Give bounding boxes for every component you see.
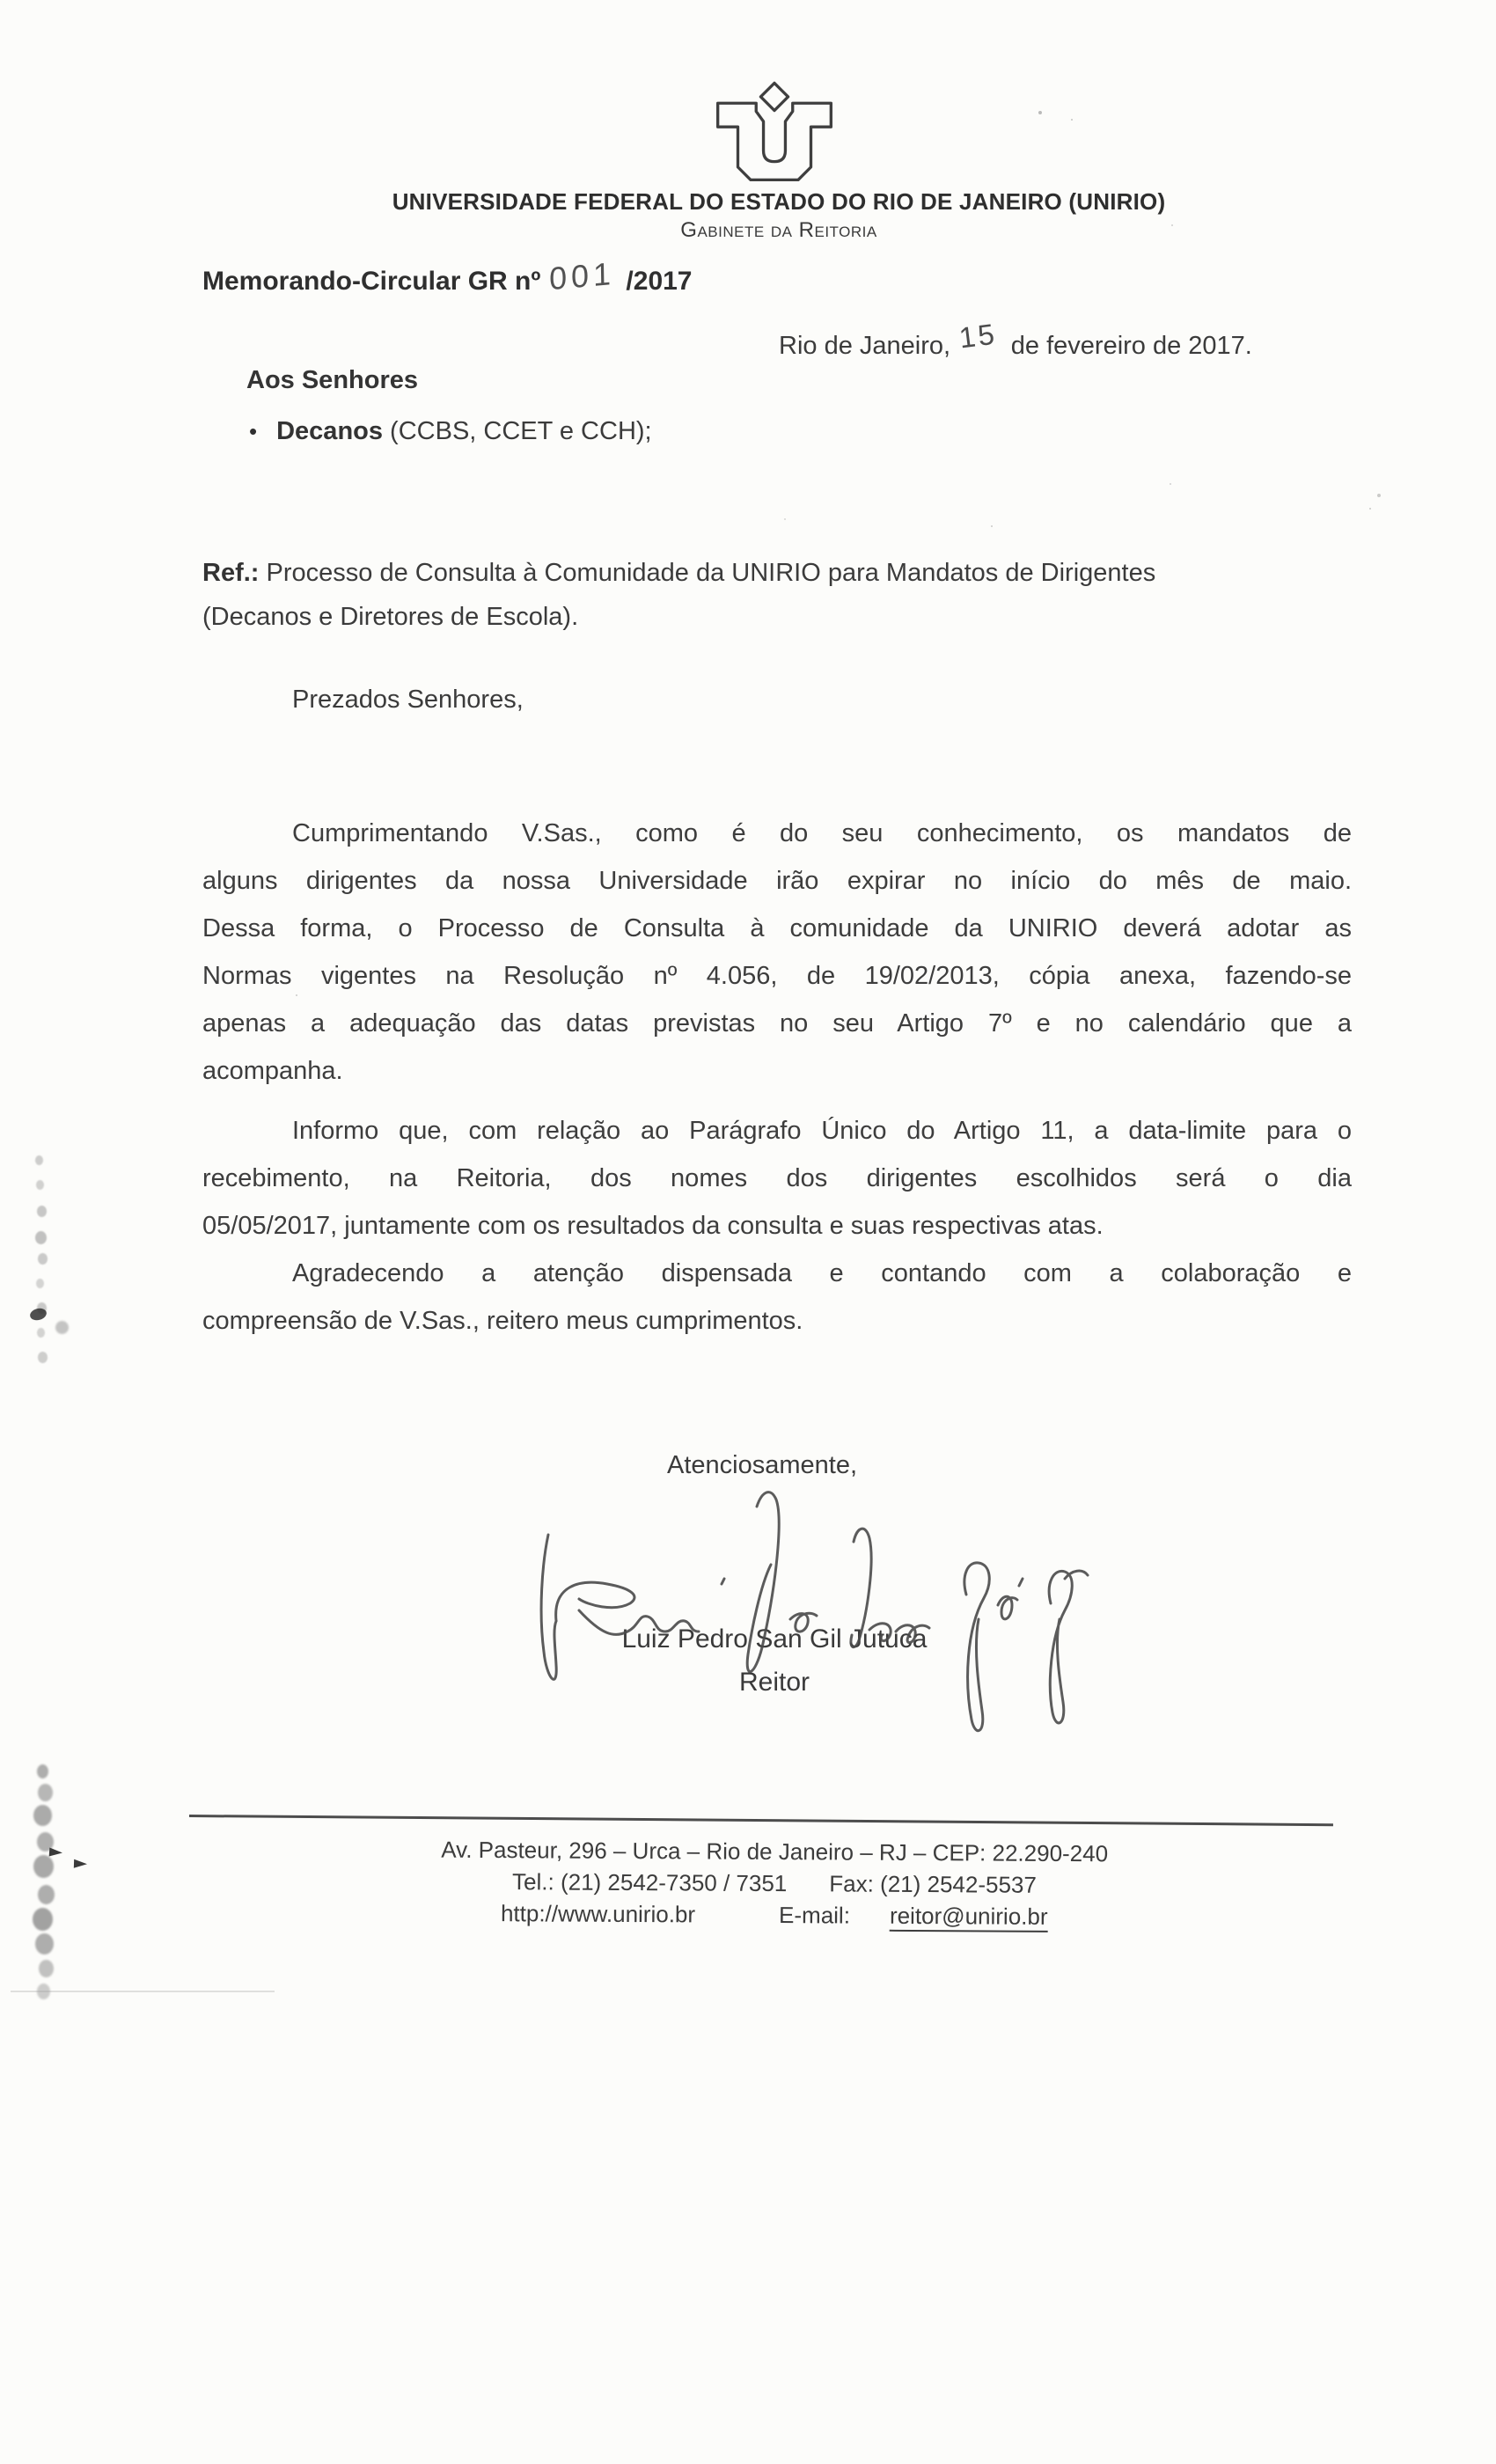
valediction: Atenciosamente, xyxy=(667,1451,858,1479)
memo-prefix: Memorando-Circular GR nº xyxy=(202,267,541,296)
recipient-detail: (CCBS, CCET e CCH); xyxy=(383,417,652,445)
body-line: Agradecendo a atenção dispensada e contando com a colaboração e xyxy=(292,1259,1352,1287)
reference-block xyxy=(202,551,1364,639)
reference-text: Processo de Consulta à Comunidade da UNIRIO para Mandatos de Dirigentes xyxy=(259,559,1156,587)
body-line: Normas vigentes na Resolução nº 4.056, de 19/02/2013, cópia anexa, fazendo-se xyxy=(202,962,1352,990)
footer-address: Av. Pasteur, 296 – Urca – Rio de Janeiro – RJ – CEP: 22.290-240 xyxy=(441,1836,1109,1867)
signer-title: Reitor xyxy=(738,1668,810,1697)
reference-label: Ref.: xyxy=(202,559,260,587)
signature-scribble xyxy=(526,1480,1125,1749)
scan-arrow-mark xyxy=(49,1847,63,1857)
recipients-heading: Aos Senhores xyxy=(246,366,418,394)
recipient-item xyxy=(249,417,652,446)
body-line: compreensão de V.Sas., reitero meus cumprimentos. xyxy=(202,1307,803,1335)
scan-smudge-strip xyxy=(37,1764,48,1778)
footer-email: reitor@unirio.br xyxy=(890,1903,1048,1932)
body-line: Dessa forma, o Processo de Consulta à comunidade da UNIRIO deverá adotar as xyxy=(202,914,1352,942)
scan-smudge-dot xyxy=(55,1321,69,1334)
footer-divider xyxy=(189,1815,1333,1826)
body-line: Informo que, com relação ao Parágrafo Único do Artigo 11, a data-limite para o xyxy=(292,1117,1352,1145)
body-line: Cumprimentando V.Sas., como é do seu conhecimento, os mandatos de xyxy=(292,819,1352,847)
footer-block xyxy=(158,1832,1391,1935)
reference-line1 xyxy=(202,551,1364,595)
letter-body xyxy=(202,810,1352,1345)
body-line: 05/05/2017, juntamente com os resultados da consulta e suas respectivas atas. xyxy=(202,1212,1104,1240)
scan-smudge-mark xyxy=(29,1307,48,1322)
footer-phone: Tel.: (21) 2542-7350 / 7351 xyxy=(512,1868,788,1897)
date-prefix: Rio de Janeiro, xyxy=(779,332,951,360)
body-line: acompanha. xyxy=(202,1057,343,1085)
signer-name: Luiz Pedro San Gil Jutuca xyxy=(621,1624,928,1654)
unirio-logo-icon xyxy=(701,81,847,191)
bullet-icon: • xyxy=(249,418,258,444)
memo-suffix: /2017 xyxy=(626,267,693,296)
body-line: alguns dirigentes da nossa Universidade irão expirar no início do mês de maio. xyxy=(202,867,1352,895)
scan-arrow-mark xyxy=(74,1859,87,1869)
salutation: Prezados Senhores, xyxy=(292,686,524,714)
office-name: Gabinete da Reitoria xyxy=(680,218,877,242)
footer-web-email xyxy=(158,1896,1390,1935)
memo-number-line xyxy=(202,254,693,297)
reference-line2: (Decanos e Diretores de Escola). xyxy=(202,603,579,631)
scan-edge-artifact xyxy=(11,1991,275,1992)
date-day-handwritten: 15 xyxy=(957,317,999,355)
footer-email-label: E-mail: xyxy=(779,1902,851,1929)
scan-specks xyxy=(1038,111,1042,114)
date-suffix: de fevereiro de 2017. xyxy=(1010,332,1252,360)
date-line xyxy=(779,317,1252,361)
memo-number-handwritten: 001 xyxy=(549,254,616,297)
recipient-name: Decanos xyxy=(276,417,383,445)
university-name: UNIVERSIDADE FEDERAL DO ESTADO DO RIO DE JANEIRO (UNIRIO) xyxy=(392,188,1166,215)
body-line: recebimento, na Reitoria, dos nomes dos dirigentes escolhidos será o dia xyxy=(202,1164,1352,1192)
footer-website: http://www.unirio.br xyxy=(500,1900,696,1928)
scan-smudge-strip xyxy=(35,1155,43,1165)
footer-fax: Fax: (21) 2542-5537 xyxy=(829,1870,1037,1898)
body-line: apenas a adequação das datas previstas no seu Artigo 7º e no calendário que a xyxy=(202,1009,1352,1038)
